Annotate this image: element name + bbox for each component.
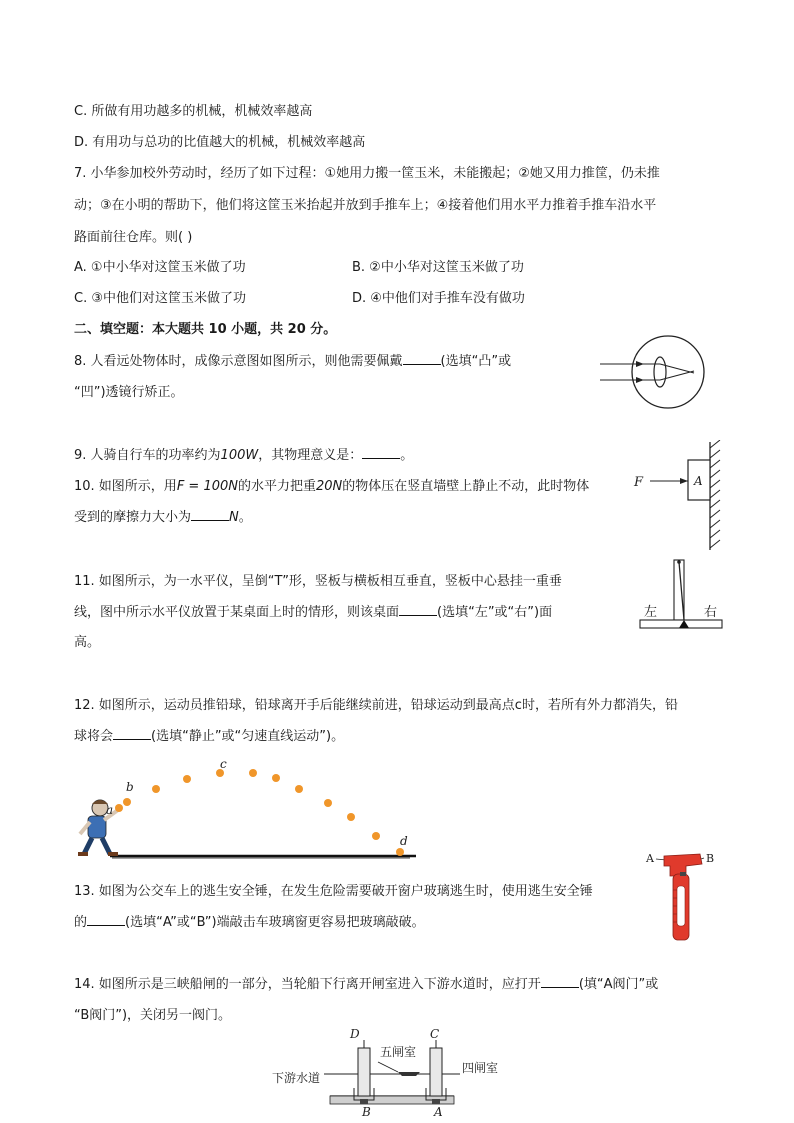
q6-option-c: C. 所做有用功越多的机械，机械效率越高: [74, 104, 313, 119]
q6-option-d: D. 有用功与总功的比值越大的机械，机械效率越高: [74, 135, 366, 150]
q14-answer-blank[interactable]: [541, 975, 579, 988]
q9-line: [74, 446, 413, 466]
q12-line2: [74, 727, 344, 747]
q14-text-a: 14. 如图所示是三峡船闸的一部分，当轮船下行离开闸室进入下游水道时，应打开: [74, 977, 541, 992]
q7-option-b: B. ②中小华对这筐玉米做了功: [352, 260, 524, 275]
q14-line2: “B阀门”)，关闭另一阀门。: [74, 1008, 232, 1023]
q14-line1: [74, 975, 658, 995]
q13-fig-b-label: B: [706, 852, 715, 865]
q7-option-d: D. ④中他们对手推车没有做功: [352, 291, 525, 306]
q12-fig-d-label: d: [400, 834, 408, 848]
q8-line1: [74, 352, 511, 372]
q10-text-e: 。: [238, 510, 252, 525]
q14-fig-downstream-label: 下游水道: [272, 1071, 321, 1085]
q12-text-a: 球将会: [74, 729, 114, 744]
q14-fig-c-label: C: [430, 1027, 440, 1041]
q7-stem-line1: 7. 小华参加校外劳动时，经历了如下过程：①她用力搬一筐玉米，未能搬起；②她又用力推筐，仍未推: [74, 166, 660, 181]
q11-text-a: 线，图中所示水平仪放置于某桌面上时的情形，则该桌面: [74, 605, 400, 620]
q14-fig-a-label: A: [434, 1105, 443, 1118]
q10-force: F = 100N: [176, 479, 238, 494]
q10-answer-blank[interactable]: [191, 508, 229, 521]
q10-fig-a-label: A: [694, 474, 703, 488]
q12-fig-c-label: c: [220, 757, 227, 771]
q12-text-b: (选填“静止”或“匀速直线运动”)。: [151, 729, 345, 744]
q10-text-b: 的水平力把重: [238, 479, 317, 494]
q13-text-b: (选填“A”或“B”)端敲击车玻璃窗更容易把玻璃敲破。: [125, 915, 425, 930]
q10-line2: [74, 508, 252, 528]
q7-option-a: A. ①中小华对这筐玉米做了功: [74, 260, 246, 275]
q13-text-a: 的: [74, 915, 88, 930]
q9-text-c: 。: [400, 448, 414, 463]
q10-text-a: 10. 如图所示，用: [74, 479, 177, 494]
ship-lock-diagram: [270, 1026, 520, 1118]
q9-power: 100W: [220, 448, 259, 463]
q14-fig-b-label: B: [362, 1105, 371, 1118]
eye-diagram: [596, 334, 708, 410]
q8-text-a: 8. 人看远处物体时，成像示意图如图所示，则他需要佩戴: [74, 354, 403, 369]
q7-stem-line2: 动；③在小明的帮助下，他们将这筐玉米抬起并放到手推车上；④接着他们用水平力推着手推车沿水平: [74, 198, 657, 213]
q7-option-c: C. ③中他们对这筐玉米做了功: [74, 291, 246, 306]
q11-line1: 11. 如图所示，为一水平仪，呈倒“T”形，竖板与横板相互垂直，竖板中心悬挂一重垂: [74, 574, 562, 589]
q14-fig-chamber5-label: 五闸室: [380, 1045, 417, 1059]
q12-line1: 12. 如图所示，运动员推铅球，铅球离开手后能继续前进，铅球运动到最高点c时，若所有外力都消失，铅: [74, 698, 678, 713]
q11-line2: [74, 603, 552, 623]
q14-fig-d-label: D: [350, 1027, 360, 1041]
q8-text-b: (选填“凸”或: [440, 354, 512, 369]
q13-line1: 13. 如图为公交车上的逃生安全锤，在发生危险需要破开窗户玻璃逃生时，使用逃生安全锤: [74, 884, 593, 899]
q12-answer-blank[interactable]: [113, 727, 151, 740]
q11-fig-left-label: 左: [644, 605, 658, 620]
q10-weight: 20N: [316, 479, 343, 494]
q11-fig-right-label: 右: [704, 605, 718, 620]
q13-fig-a-label: A: [646, 852, 654, 865]
shot-put-diagram: [70, 756, 422, 864]
q10-unit: N: [229, 510, 239, 525]
q11-line3: 高。: [74, 635, 101, 650]
q11-text-b: (选填“左”或“右”)面: [437, 605, 553, 620]
q11-answer-blank[interactable]: [399, 603, 437, 616]
q13-line2: [74, 913, 425, 933]
q10-line1: [74, 477, 589, 497]
safety-hammer-diagram: [640, 846, 720, 946]
wall-block-diagram: [628, 440, 728, 552]
level-instrument-diagram: [638, 556, 728, 640]
q14-fig-chamber4-label: 四闸室: [462, 1061, 499, 1075]
q7-stem-line3: 路面前往仓库。则( ): [74, 230, 193, 245]
q10-text-d: 受到的摩擦力大小为: [74, 510, 192, 525]
section-heading: 二、填空题：本大题共 10 小题，共 20 分。: [74, 322, 337, 337]
q12-fig-b-label: b: [126, 780, 134, 794]
q8-answer-blank[interactable]: [403, 352, 441, 365]
q14-text-b: (填“A阀门”或: [578, 977, 659, 992]
q10-fig-f-label: F: [634, 475, 644, 490]
q12-fig-a-label: a: [106, 803, 114, 817]
q10-text-c: 的物体压在竖直墙壁上静止不动，此时物体: [342, 479, 590, 494]
q9-answer-blank[interactable]: [362, 446, 400, 459]
q13-answer-blank[interactable]: [87, 913, 125, 926]
q8-line2: “凹”)透镜行矫正。: [74, 385, 184, 400]
q9-text-b: ，其物理意义是：: [258, 448, 363, 463]
q9-text-a: 9. 人骑自行车的功率约为: [74, 448, 221, 463]
